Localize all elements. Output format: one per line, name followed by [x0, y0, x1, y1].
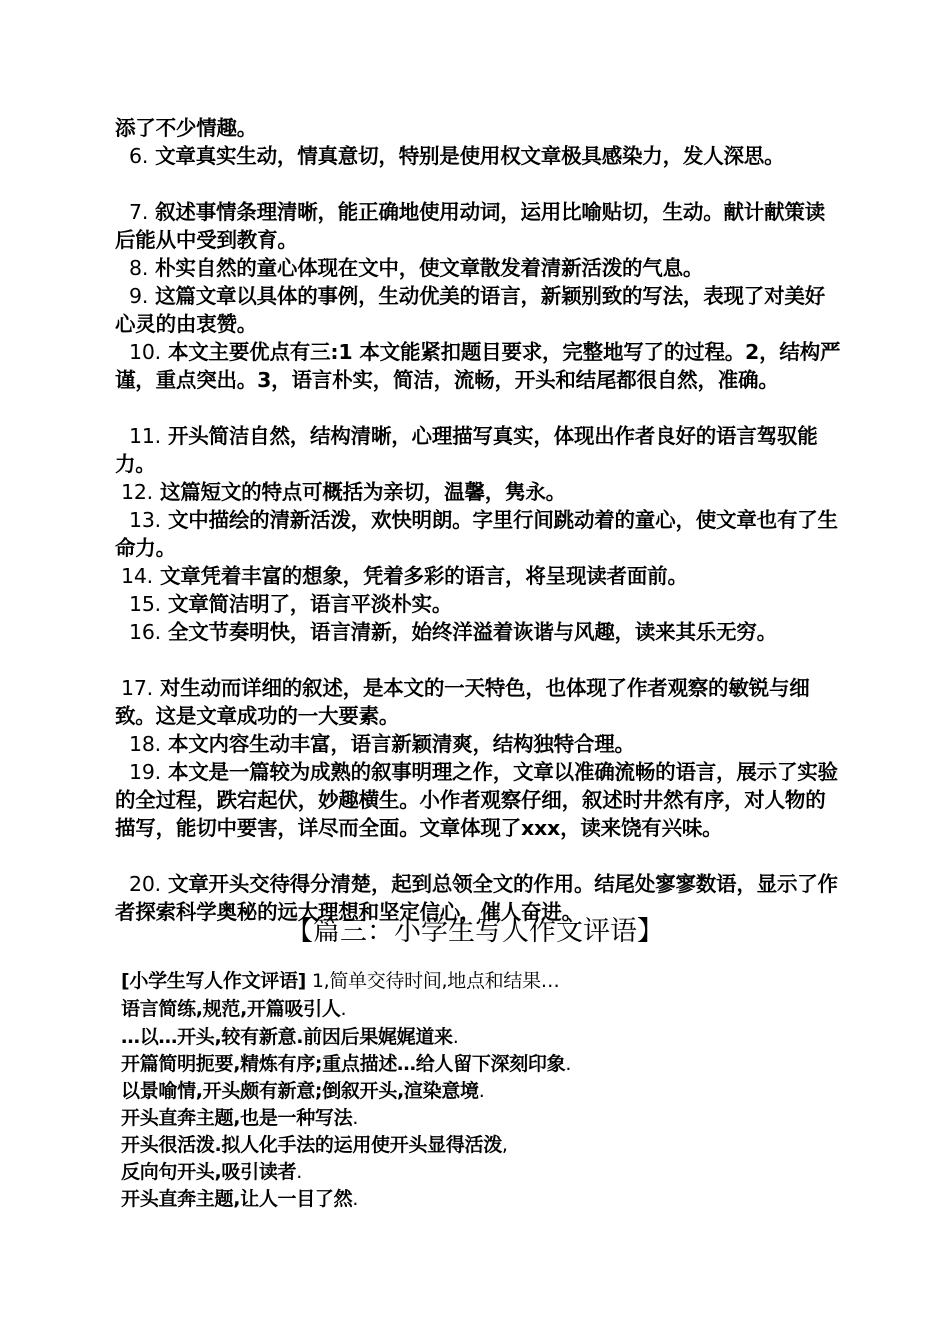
item-number: 14. [121, 564, 154, 588]
item-text: 本文是一篇较为成熟的叙事明理之作，文章以准确流畅的语言，展示了实验的全过程，跌宕起伏，妙趣横生。小作者观察仔细，叙述时井然有序，对人物的描写，能切中要害，详尽而全面。文章体现了xxx，读来饶有兴味。 [115, 760, 838, 840]
comment-item-10 [115, 338, 845, 394]
item-number: 19. [129, 760, 162, 784]
line-tail: . [296, 1161, 302, 1183]
comment-item-17 [115, 674, 845, 730]
item-number: 20. [129, 872, 162, 896]
comment-item-13 [115, 506, 845, 562]
intro-line: 添了不少情趣。 [115, 116, 258, 140]
line-main: 开头很活泼.拟人化手法的运用使开头显得活泼 [121, 1134, 502, 1156]
item-text: 文章开头交待得分清楚，起到总领全文的作用。结尾处寥寥数语，显示了作者探索科学奥秘的远大理想和坚定信心，催人奋进。 [115, 872, 838, 924]
item-text: 文章真实生动，情真意切，特别是使用权文章极具感染力，发人深思。 [155, 144, 785, 168]
section-line [121, 968, 841, 995]
item-number: 9. [129, 284, 149, 308]
comment-item-16 [115, 618, 845, 646]
item-text: 全文节奏明快，语言清新，始终洋溢着诙谐与风趣，读来其乐无穷。 [167, 620, 777, 644]
section-line [121, 1132, 841, 1159]
item-text: 开头简洁自然，结构清晰，心理描写真实，体现出作者良好的语言驾驭能力。 [115, 424, 818, 476]
comment-item-14 [115, 562, 845, 590]
item-number: 17. [121, 676, 154, 700]
item-number: 6. [129, 144, 149, 168]
comment-item-19 [115, 758, 845, 842]
comment-item-15 [115, 590, 845, 618]
item-text: 这篇文章以具体的事例，生动优美的语言，新颖别致的写法，表现了对美好心灵的由衷赞。 [115, 284, 826, 336]
item-text: 文中描绘的清新活泼，欢快明朗。字里行间跳动着的童心，使文章也有了生命力。 [115, 508, 838, 560]
section-line [121, 1105, 841, 1132]
item-number: 13. [129, 508, 162, 532]
item-text: 朴实自然的童心体现在文中，使文章散发着清新活泼的气息。 [155, 256, 704, 280]
line-tail: . [340, 998, 347, 1020]
line-tail: , [501, 1134, 508, 1156]
comment-item-7 [115, 198, 845, 254]
section-line [121, 1159, 841, 1186]
section-line [121, 1186, 841, 1213]
comment-item-6 [115, 142, 845, 170]
item-number: 15. [129, 592, 162, 616]
comment-item-18 [115, 730, 845, 758]
item-number: 7. [129, 200, 149, 224]
section-line [121, 1051, 841, 1078]
line-main: 开头直奔主题,也是一种写法 [121, 1107, 353, 1129]
comment-item-8 [115, 254, 845, 282]
line-tail: . [352, 1107, 359, 1129]
line-main: 开篇简明扼要,精炼有序;重点描述…给人留下深刻印象 [121, 1053, 566, 1075]
line-main: 反向句开头,吸引读者 [121, 1161, 297, 1183]
item-text: 叙述事情条理清晰，能正确地使用动词，运用比喻贴切，生动。献计献策读后能从中受到教育。 [115, 200, 826, 252]
item-text: 本文内容生动丰富，语言新颖清爽，结构独特合理。 [167, 732, 635, 756]
item-text: 文章凭着丰富的想象，凭着多彩的语言，将呈现读者面前。 [159, 564, 688, 588]
item-number: 11. [129, 424, 162, 448]
section-line [121, 996, 841, 1023]
line-tail: . [565, 1053, 572, 1075]
item-text: 文章简洁明了，语言平淡朴实。 [167, 592, 453, 616]
line-tail: . [452, 1026, 459, 1048]
line-main: 语言简练,规范,开篇吸引人 [121, 998, 341, 1020]
line-tail: . [478, 1080, 485, 1102]
comment-item-12 [115, 478, 845, 506]
line-main: [小学生写人作文评语] [121, 970, 307, 992]
item-text: 这篇短文的特点可概括为亲切，温馨，隽永。 [159, 480, 566, 504]
item-number: 10. [129, 340, 162, 364]
item-number: 8. [129, 256, 149, 280]
item-text: 对生动而详细的叙述，是本文的一天特色，也体现了作者观察的敏锐与细致。这是文章成功的一大要素。 [115, 676, 810, 728]
line-main: 开头直奔主题,让人一目了然 [121, 1188, 353, 1210]
item-number: 12. [121, 480, 154, 504]
section-line [121, 1024, 841, 1051]
section-heading: 【篇三：小学生写人作文评语】 [286, 916, 664, 947]
line-tail: 1,简单交待时间,地点和结果… [306, 970, 560, 992]
item-text: 本文主要优点有三:1 本文能紧扣题目要求，完整地写了的过程。2，结构严谨，重点突出。3，语言朴实，简洁，流畅，开头和结尾都很自然，准确。 [115, 340, 841, 392]
comment-item-9 [115, 282, 845, 338]
line-main: …以…开头,较有新意.前因后果娓娓道来 [121, 1026, 453, 1048]
item-number: 16. [129, 620, 162, 644]
line-tail: . [352, 1188, 359, 1210]
section-line [121, 1078, 841, 1105]
item-number: 18. [129, 732, 162, 756]
line-main: 以景喻情,开头颇有新意;倒叙开头,渲染意境 [121, 1080, 479, 1102]
comment-item-11 [115, 422, 845, 478]
